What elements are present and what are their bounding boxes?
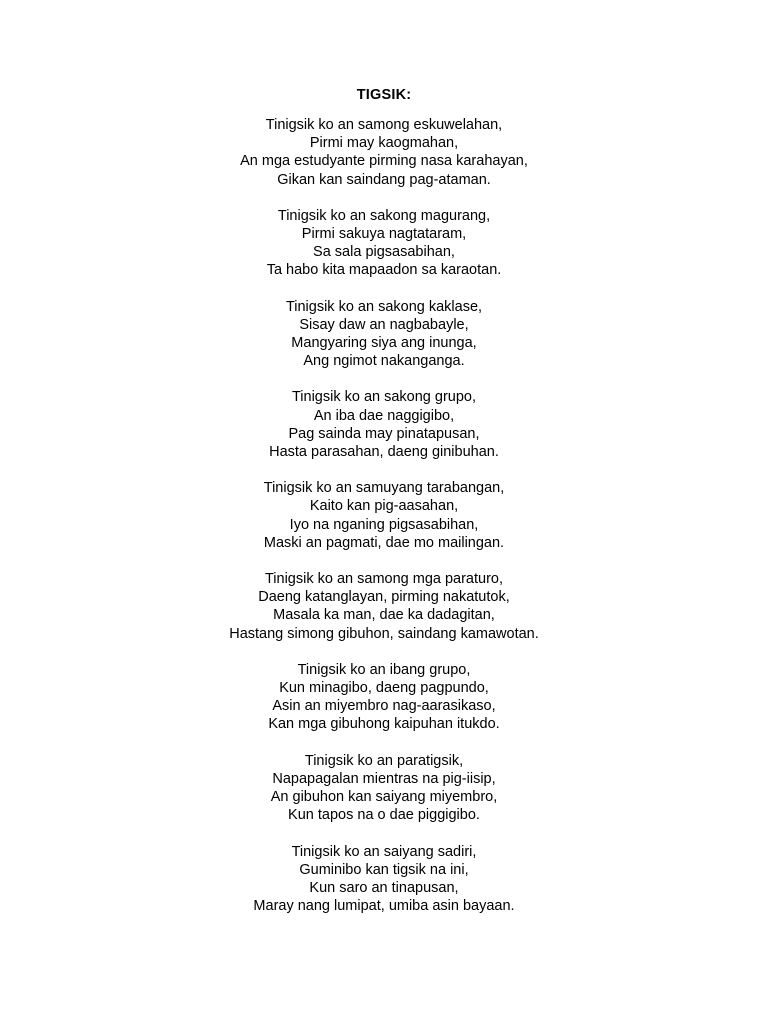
poem-line: Maray nang lumipat, umiba asin bayaan.: [253, 898, 515, 915]
stanza: [0, 388, 768, 461]
poem-line: Iyo na nganing pigsasabihan,: [289, 516, 479, 533]
poem-body: [0, 116, 768, 933]
poem-line: An mga estudyante pirming nasa karahayan,: [240, 153, 528, 170]
poem-line: Sa sala pigsasabihan,: [313, 244, 455, 261]
stanza: [0, 843, 768, 916]
poem-line: Tinigsik ko an samong eskuwelahan,: [265, 117, 503, 133]
poem-line: Tinigsik ko an paratigsik,: [304, 752, 464, 769]
poem-line: Tinigsik ko an samong mga paraturo,: [264, 571, 504, 588]
poem-line: Tinigsik ko an samuyang tarabangan,: [263, 480, 505, 497]
poem-line: Mangyaring siya ang inunga,: [291, 335, 477, 352]
poem-line: Tinigsik ko an ibang grupo,: [297, 661, 471, 678]
poem-line: Daeng katanglayan, pirming nakatutok,: [258, 589, 510, 606]
poem-line: Tinigsik ko an sakong magurang,: [277, 207, 491, 224]
poem-line: Ang ngimot nakanganga.: [303, 353, 465, 370]
poem-line: Maski an pagmati, dae mo mailingan.: [263, 534, 505, 551]
poem-line: Hastang simong gibuhon, saindang kamawotan.: [229, 625, 539, 642]
poem-line: Tinigsik ko an saiyang sadiri,: [291, 843, 477, 860]
poem-line: Gikan kan saindang pag-ataman.: [277, 171, 491, 188]
poem-title: TIGSIK:: [356, 87, 412, 103]
poem-line: Guminibo kan tigsik na ini,: [299, 861, 469, 878]
stanza: [0, 570, 768, 643]
poem-line: Pirmi sakuya nagtataram,: [301, 226, 467, 243]
poem-line: Kun saro an tinapusan,: [309, 879, 459, 896]
stanza: [0, 298, 768, 371]
poem-line: Kan mga gibuhong kaipuhan itukdo.: [268, 716, 500, 733]
poem-line: An iba dae naggigibo,: [313, 407, 455, 424]
poem-line: Pag sainda may pinatapusan,: [288, 425, 480, 442]
poem-line: Hasta parasahan, daeng ginibuhan.: [269, 444, 499, 461]
poem-line: Pirmi may kaogmahan,: [309, 135, 459, 152]
stanza: [0, 661, 768, 734]
poem-line: Kaito kan pig-aasahan,: [309, 498, 459, 515]
stanza: [0, 479, 768, 552]
stanza: [0, 116, 768, 189]
poem-line: Masala ka man, dae ka dadagitan,: [273, 607, 495, 624]
poem-line: Ta habo kita mapaadon sa karaotan.: [266, 262, 502, 279]
stanza: [0, 207, 768, 280]
poem-line: Kun minagibo, daeng pagpundo,: [279, 680, 489, 697]
poem-line: Sisay daw an nagbabayle,: [299, 316, 469, 333]
stanza: [0, 752, 768, 825]
poem-line: Kun tapos na o dae piggigibo.: [288, 807, 480, 824]
poem-line: Asin an miyembro nag-aarasikaso,: [272, 698, 496, 715]
poem-line: An gibuhon kan saiyang miyembro,: [270, 789, 498, 806]
poem-line: Tinigsik ko an sakong grupo,: [291, 389, 477, 406]
poem-line: Napapagalan mientras na pig-iisip,: [272, 770, 496, 787]
poem-line: Tinigsik ko an sakong kaklase,: [285, 298, 483, 315]
